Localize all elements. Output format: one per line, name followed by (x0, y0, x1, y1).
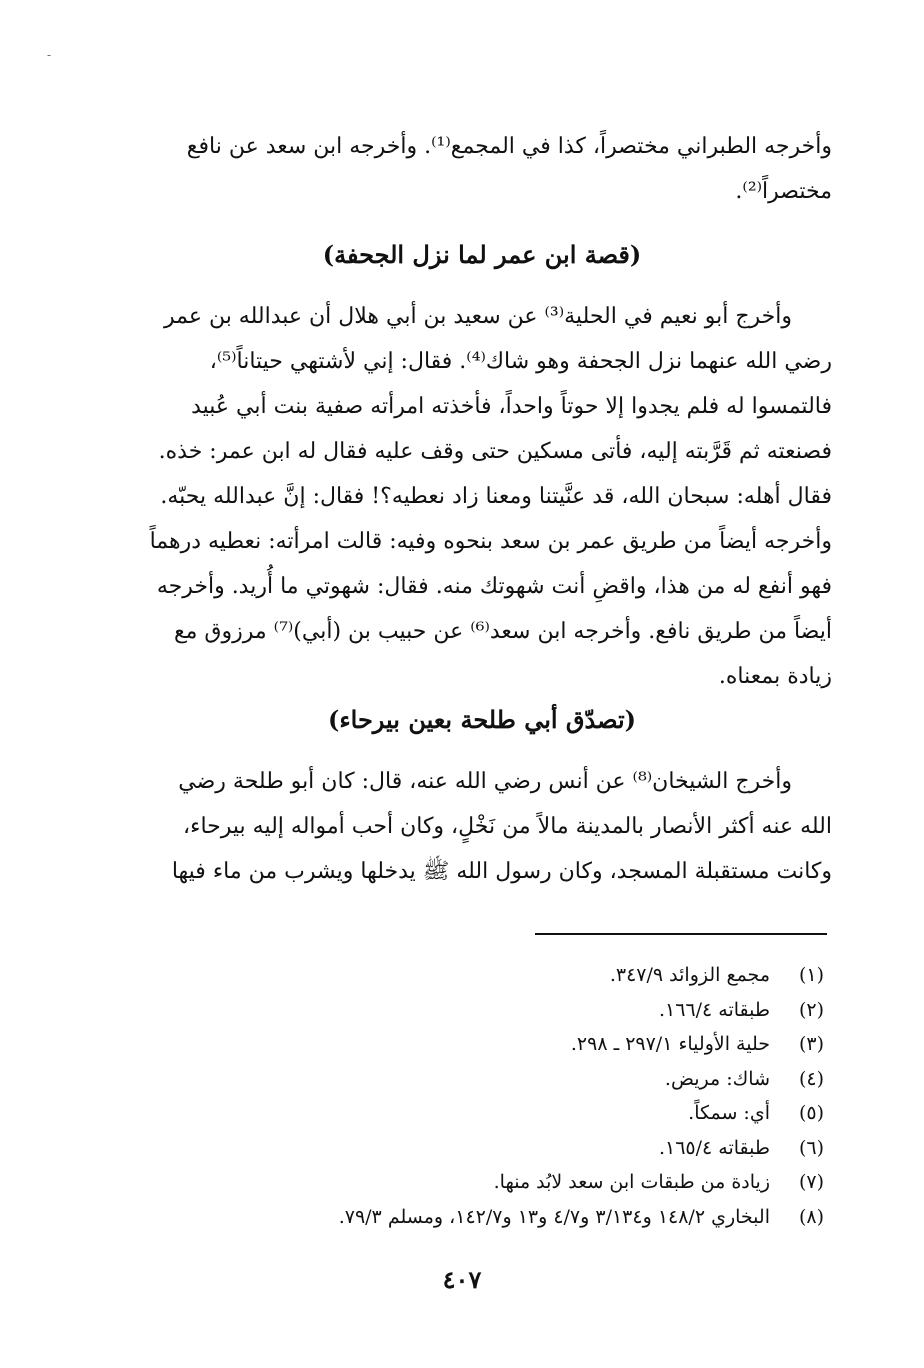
footnote-number: (٤) (798, 1067, 824, 1090)
text-line: وأخرج الشيخان⁽⁸⁾ عن أنس رضي الله عنه، قال: كان أبو طلحة رضي (178, 769, 792, 794)
text-line: فصنعته ثم قَرَّبته إليه، فأتى مسكين حتى وقف عليه فقال له ابن عمر: خذه. (158, 439, 832, 464)
text-line: فقال أهله: سبحان الله، قد عنَّيتنا ومعنا زاد نعطيه؟! فقال: إنَّ عبدالله يحبّه. (160, 484, 832, 509)
footnote-number: (٧) (798, 1171, 824, 1193)
text-line: أيضاً من طريق نافع. وأخرجه ابن سعد⁽⁶⁾ عن حبيب بن (أبي)⁽⁷⁾ مرزوق مع (173, 619, 832, 644)
footnote (132, 1200, 824, 1235)
footnote (132, 1062, 824, 1097)
footnote-text: حلية الأولياء ٢٩٧/١ ـ ٢٩٨. (570, 1033, 770, 1055)
text-line: وأخرجه أيضاً من طريق عمر بن سعد بنحوه وفيه: قالت امرأته: نعطيه درهماً (149, 529, 832, 554)
text-line: وكانت مستقبلة المسجد، وكان رسول الله ﷺ يدخلها ويشرب من ماء فيها (171, 859, 832, 884)
section-paragraph (132, 294, 832, 699)
text-line: الله عنه أكثر الأنصار بالمدينة مالاً من نَخْلٍ، وكان أحب أمواله إليه بيرحاء، (183, 814, 832, 839)
footnote-separator (535, 933, 827, 935)
footnotes (132, 958, 824, 1234)
scan-mark: - (47, 48, 52, 62)
footnote-text: طبقاته ١٦٥/٤. (658, 1136, 770, 1159)
footnote (132, 993, 824, 1028)
footnote-number: (٣) (798, 1033, 824, 1055)
section-paragraph (132, 759, 832, 894)
footnote (132, 1165, 824, 1200)
footnote-text: مجمع الزوائد ٣٤٧/٩. (609, 964, 770, 986)
footnote-number: (٦) (798, 1136, 824, 1159)
text-line: وأخرج أبو نعيم في الحلية⁽³⁾ عن سعيد بن أبي هلال أن عبدالله بن عمر (163, 304, 792, 329)
footnote-text: أي: سمكاً. (688, 1102, 770, 1124)
section-heading: (قصة ابن عمر لما نزل الجحفة) (322, 240, 642, 269)
footnote-text: زيادة من طبقات ابن سعد لابُد منها. (493, 1171, 770, 1193)
text-line: رضي الله عنهما نزل الجحفة وهو شاك⁽⁴⁾. فقال: إني لأشتهي حيتاناً⁽⁵⁾، (209, 349, 832, 374)
footnote (132, 1096, 824, 1131)
footnote (132, 1131, 824, 1166)
section-heading: (تصدّق أبي طلحة بعين بيرحاء) (328, 705, 636, 734)
footnote (132, 958, 824, 993)
text-line: فهو أنفع له من هذا، واقضِ أنت شهوتك منه. فقال: شهوتي ما أُريد. وأخرجه (156, 574, 832, 599)
page-number: ٤٠٧ (442, 1265, 482, 1294)
text-line: وأخرجه الطبراني مختصراً، كذا في المجمع⁽¹⁾. وأخرجه ابن سعد عن نافع (186, 134, 832, 159)
footnote-number: (١) (798, 964, 824, 986)
footnote (132, 1027, 824, 1062)
footnote-number: (٥) (798, 1102, 824, 1124)
text-line: فالتمسوا له فلم يجدوا إلا حوتاً واحداً، فأخذته امرأته صفية بنت أبي عُبيد (191, 394, 832, 419)
text-line: مختصراً⁽²⁾. (735, 179, 832, 204)
footnote-text: طبقاته ١٦٦/٤. (658, 998, 770, 1021)
footnote-number: (٨) (798, 1205, 824, 1228)
text-line: زيادة بمعناه. (718, 664, 832, 689)
footnote-text: البخاري ١٤٨/٢ و٣/١٣٤ و٤/٧ و١٣ و١٤٢/٧، ومسلم ٧٩/٣. (338, 1205, 770, 1228)
intro-paragraph (132, 124, 832, 214)
footnote-number: (٢) (798, 998, 824, 1021)
footnote-text: شاك: مريض. (664, 1067, 770, 1090)
